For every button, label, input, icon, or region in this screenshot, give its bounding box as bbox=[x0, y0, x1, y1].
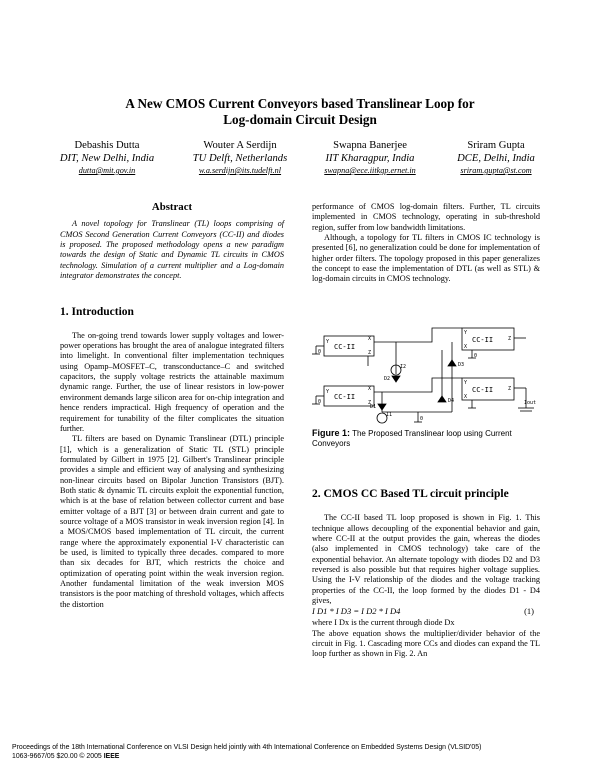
author-name: Sriram Gupta bbox=[467, 140, 525, 151]
author-1 bbox=[42, 140, 172, 178]
equation-1 bbox=[312, 606, 540, 618]
label-ground-2: 0 bbox=[318, 399, 322, 405]
right-paragraph-1: performance of CMOS log-domain filters. Further, TL circuits implemented in CMOS technology, operating in sub-threshold region, suffer from low bandwidth limitations. bbox=[312, 202, 540, 232]
author-4 bbox=[436, 140, 556, 178]
intro-paragraph-2: TL filters are based on Dynamic Translinear (DTL) principle [1], which is a generalization of Static TL (STL) principle formulated by Gilbert in 1975 [2]. Gilbert's Translinear principle provides a simple and efficient way of analysing and synthesizing non-linear circuits based on Bipolar Junction Transistors (BJT). Both static & dynamic TL circuits exploit the exponential function, which is at the base of relation between collector current and base emitter voltage of a BJT [3] or between drain current and gate to source voltage of a MOS transistor in weak inversion region [4]. In a MOS/CMOS based implementation of TL circuit, the current range where the approximately exponential I-V characteristic can be used, is limited to typically three decades. compared to more than six decades for BJT, which restricts the choice and optimization of operating point within the weak inversion region. Another fundamental limitation of the weak inversion MOS transistors is the poor matching of threshold voltages, which affects the distortion bbox=[60, 434, 284, 609]
section-2 bbox=[312, 489, 540, 660]
label-x-3: X bbox=[464, 344, 468, 350]
footer bbox=[12, 743, 592, 761]
label-ground-1: 0 bbox=[318, 349, 322, 355]
author-name: Wouter A Serdijn bbox=[203, 140, 277, 151]
label-iout: Iout bbox=[524, 400, 537, 406]
label-x-2: X bbox=[368, 386, 372, 392]
figure-1-caption bbox=[312, 428, 540, 449]
equation-body: I D1 * I D3 = I D2 * I D4 bbox=[312, 606, 401, 617]
author-3 bbox=[300, 140, 440, 178]
label-ground-3: 0 bbox=[474, 353, 478, 359]
abstract-heading: Abstract bbox=[151, 201, 193, 213]
diode-d2 bbox=[392, 376, 400, 382]
label-x-4: X bbox=[464, 394, 468, 400]
author-affiliation: DCE, Delhi, India bbox=[457, 152, 535, 164]
caption-label: Figure 1: bbox=[312, 428, 351, 438]
author-name: Debashis Dutta bbox=[74, 140, 140, 151]
diode-d3 bbox=[448, 360, 456, 366]
title-line-2: Log-domain Circuit Design bbox=[223, 112, 377, 127]
paper-title bbox=[60, 96, 540, 128]
caption-text: The Proposed Translinear loop using Current Conveyors bbox=[312, 429, 512, 448]
abstract-text: A novel topology for Translinear (TL) loops comprising of CMOS Second Generation Current Conveyors (CC-II) and diodes is proposed. The proposed methodology opens a new paradigm towards the design of Static and Dynamic TL circuits in CMOS technology. Simulation of a current multiplier and a Log-domain integrator demonstrates the concept. bbox=[60, 219, 284, 281]
diode-d1 bbox=[378, 404, 386, 410]
author-email[interactable]: w.a.serdijn@its.tudelft.nl bbox=[198, 166, 282, 175]
footer-line-2: 1063-9667/05 $20.00 © 2005 bbox=[12, 753, 102, 760]
section-2-heading: 2. CMOS CC Based TL circuit principle bbox=[312, 488, 509, 500]
title-line-1: A New CMOS Current Conveyors based Translinear Loop for bbox=[125, 96, 475, 111]
label-d3: D3 bbox=[458, 362, 465, 368]
label-z-2: Z bbox=[368, 400, 372, 406]
right-paragraph-2: Although, a topology for TL filters in CMOS IC technology is presented [6], no generalization could be done for implementation of higher order filters. The topology proposed in this paper generalizes the concept to ease the implementation of DTL (as well as STL) & log-domain circuits in CMOS technology. bbox=[312, 233, 540, 284]
right-column bbox=[312, 202, 540, 285]
author-affiliation: IIT Kharagpur, India bbox=[325, 152, 415, 164]
section-2-where: where I Dx is the current through diode Dx bbox=[312, 618, 455, 628]
left-column bbox=[60, 202, 284, 610]
author-name: Swapna Banerjee bbox=[333, 140, 407, 151]
label-x-1: X bbox=[368, 336, 372, 342]
section-2-paragraph-1: The CC-II based TL loop proposed is shown in Fig. 1. This technique allows decoupling of the exponential behavior and gain, where CC-II at the output provides the gain, whereas the diodes (also implemented in CMOS technology) take care of the exponential behavior. An alternate topology with diodes D2 and D3 reversed is also possible but that requires higher voltage supplies. Using the I-V relationship of the diodes and the voltage tracking properties of the CC-II, the loop formed by the diodes D1 - D4 gives, bbox=[312, 513, 540, 606]
author-2 bbox=[170, 140, 310, 178]
label-z-3: Z bbox=[508, 336, 512, 342]
label-ground-4: 0 bbox=[420, 416, 424, 422]
cc-ii-label-1: CC-II bbox=[334, 343, 356, 351]
label-y-2: Y bbox=[326, 389, 330, 395]
diode-d4 bbox=[438, 396, 446, 402]
author-email[interactable]: sriram.gupta@st.com bbox=[460, 166, 532, 175]
label-z-1: Z bbox=[368, 350, 372, 356]
author-affiliation: DIT, New Delhi, India bbox=[59, 152, 155, 164]
intro-paragraph-1: The on-going trend towards lower supply voltages and lower-power operations has brought the area of analogue integrated filters into limelight. In conventional filter implementation techniques using Opamp–MOSFET–C, transconductance–C and switched capacitors, the supply voltage restricts the attainable maximum dynamic range. Further, the use of linear resistors in low-power environment demands large silicon area for on-chip integration and hence renders impractical. High frequency of operation and the requirement for tunability of the filter complicates the situation further. bbox=[60, 330, 284, 433]
label-i2: I2 bbox=[400, 364, 407, 370]
section-2-paragraph-2: The above equation shows the multiplier/divider behavior of the circuit in Fig. 1. Cascading more CCs and diodes can expand the TL loop further as shown in Fig. 2. An bbox=[312, 628, 540, 659]
footer-line-1: Proceedings of the 18th International Conference on VLSI Design held jointly with 4th International Conference on Embedded Systems Design (VLSID'05) bbox=[12, 744, 482, 751]
author-email[interactable]: swapna@ece.iitkgp.ernet.in bbox=[324, 166, 416, 175]
author-email[interactable]: dutta@mit.gov.in bbox=[78, 166, 136, 175]
label-d4: D4 bbox=[448, 398, 455, 404]
label-d2: D2 bbox=[384, 376, 391, 382]
cc-ii-label-3: CC-II bbox=[472, 336, 494, 344]
intro-heading: 1. Introduction bbox=[60, 306, 134, 319]
cc-ii-label-4: CC-II bbox=[472, 386, 494, 394]
figure-1-circuit bbox=[312, 322, 540, 428]
cc-ii-label-2: CC-II bbox=[334, 393, 356, 401]
label-y-4: Y bbox=[464, 380, 468, 386]
label-y-3: Y bbox=[464, 330, 468, 336]
footer-ieee: IEEE bbox=[103, 753, 120, 760]
label-y-1: Y bbox=[326, 339, 330, 345]
equation-number: (1) bbox=[524, 606, 534, 617]
author-affiliation: TU Delft, Netherlands bbox=[192, 152, 288, 164]
label-i1: I1 bbox=[386, 412, 393, 418]
label-z-4: Z bbox=[508, 386, 512, 392]
label-d1: D1 bbox=[370, 404, 377, 410]
